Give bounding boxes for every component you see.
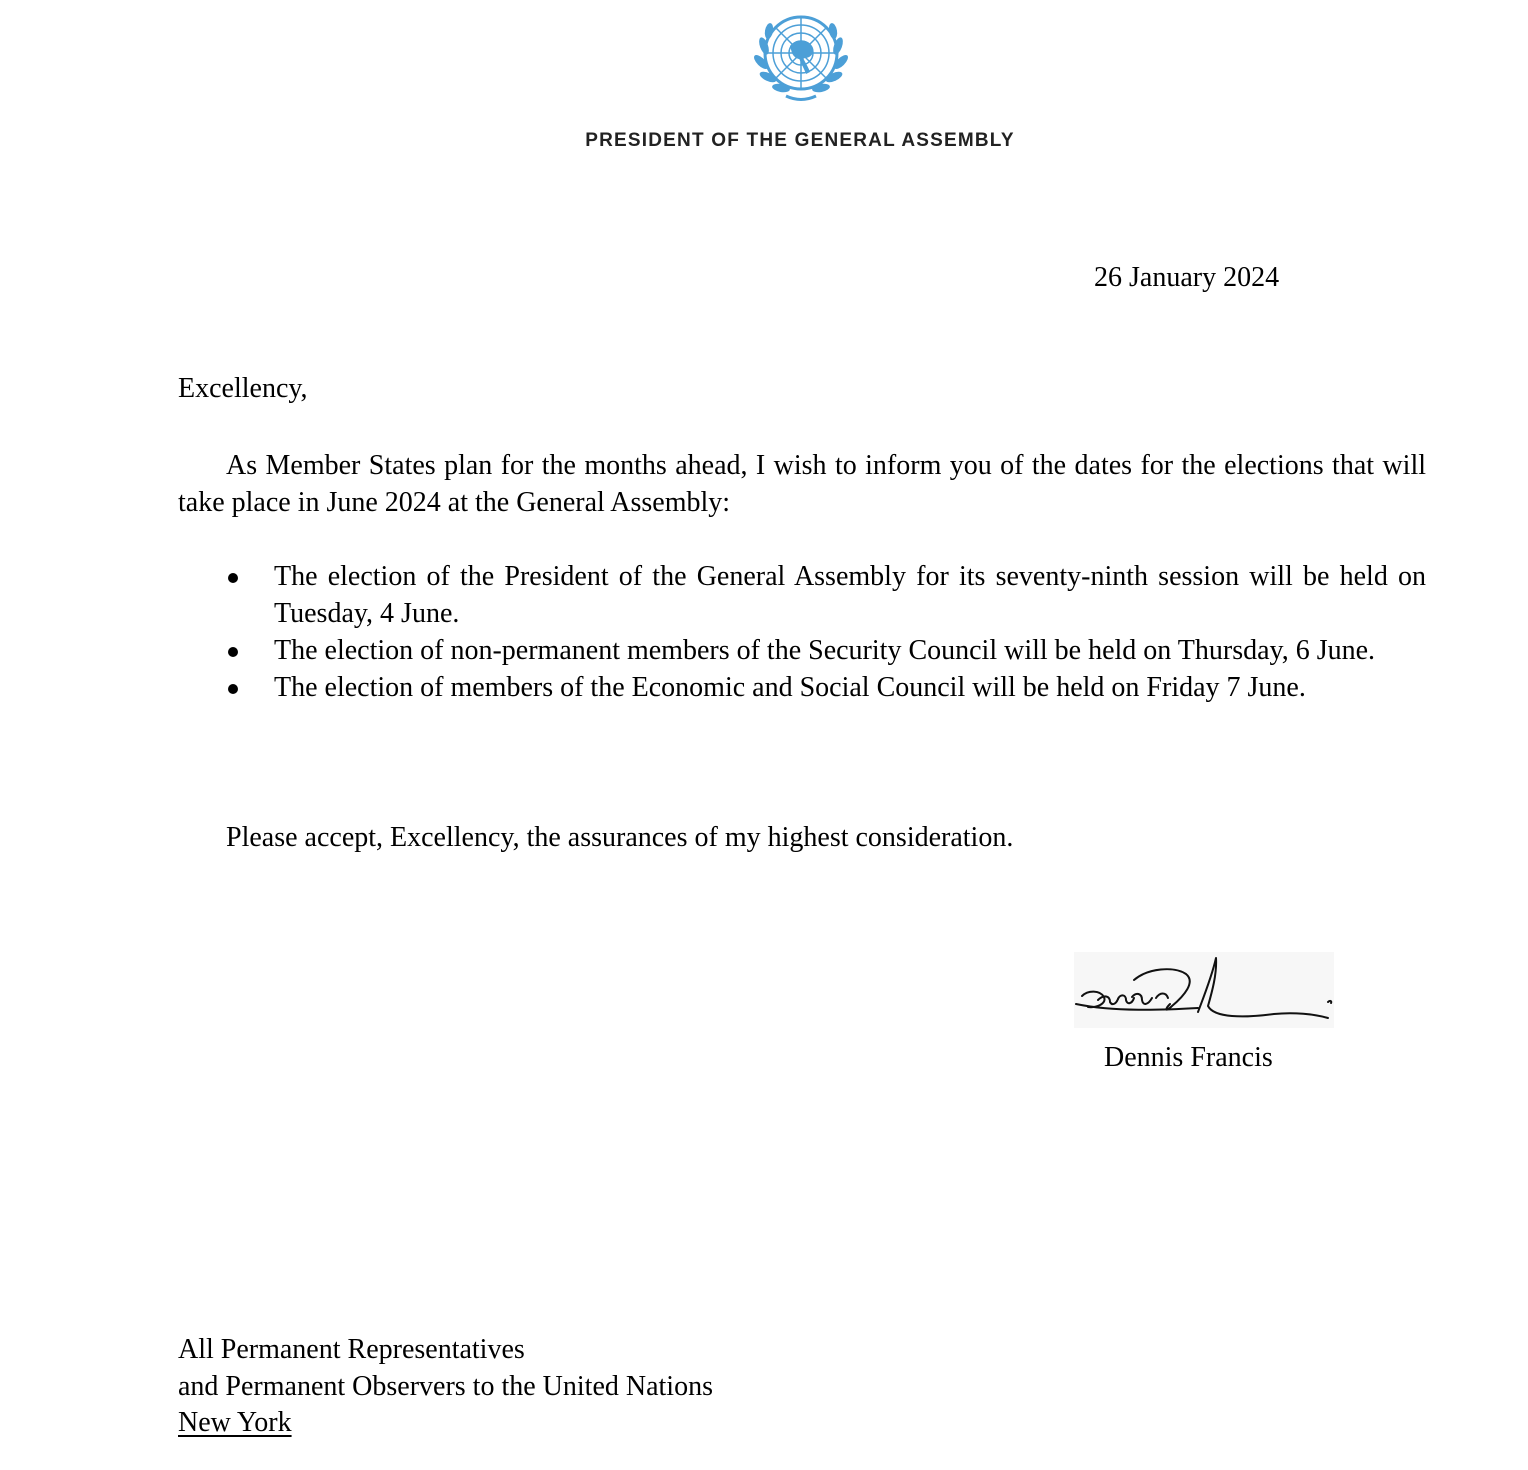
- addressee-block: [178, 1332, 713, 1442]
- bullet-icon: [228, 647, 238, 657]
- addressee-line: All Permanent Representatives: [178, 1334, 525, 1365]
- signatory-name: Dennis Francis: [1104, 1042, 1273, 1073]
- bullet-icon: [228, 684, 238, 694]
- list-item: [178, 632, 1426, 669]
- un-emblem-icon: [738, 6, 864, 108]
- addressee-city: New York: [178, 1407, 292, 1438]
- handwritten-signature: [1074, 952, 1334, 1028]
- letter-date: 26 January 2024: [1094, 262, 1280, 293]
- list-item-text: The election of the President of the General Assembly for its seventy-ninth session will be held on Tuesday, 4 June.: [274, 561, 1426, 629]
- list-item: [178, 558, 1426, 632]
- election-list: [178, 558, 1426, 706]
- list-item-text: The election of non-permanent members of the Security Council will be held on Thursday, 6 June.: [274, 635, 1376, 666]
- bullet-icon: [228, 573, 238, 583]
- list-item-text: The election of members of the Economic and Social Council will be held on Friday 7 June.: [274, 672, 1306, 703]
- office-title: PRESIDENT OF THE GENERAL ASSEMBLY: [585, 130, 1015, 151]
- intro-paragraph: As Member States plan for the months ahead, I wish to inform you of the dates for the elections that will take place in June 2024 at the General Assembly:: [178, 450, 1426, 518]
- list-item: [178, 669, 1426, 706]
- closing-paragraph: Please accept, Excellency, the assurances of my highest consideration.: [226, 822, 1014, 853]
- salutation: Excellency,: [178, 373, 308, 404]
- addressee-line: and Permanent Observers to the United Nations: [178, 1370, 713, 1402]
